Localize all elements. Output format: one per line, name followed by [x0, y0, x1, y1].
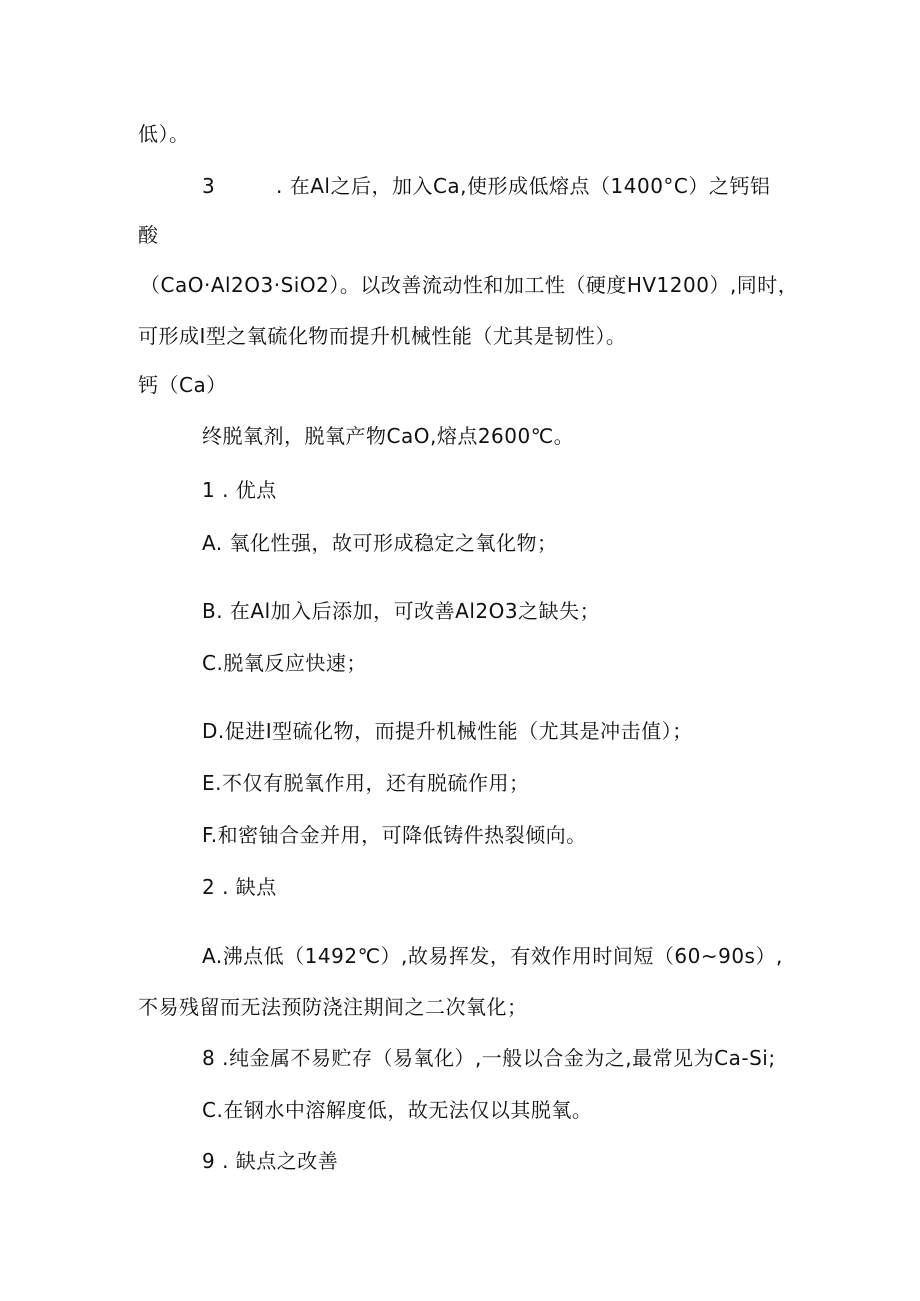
list-item: E.不仅有脱氧作用，还有脱硫作用；: [202, 771, 530, 795]
list-item: 8 .纯金属不易贮存（易氧化）,一般以合金为之,最常见为Ca-Si;: [202, 1046, 776, 1070]
subheading-advantages: 1 . 优点: [202, 478, 277, 502]
list-item: F.和密铀合金并用，可降低铸件热裂倾向。: [202, 823, 587, 847]
list-item: C.在钢水中溶解度低，故无法仅以其脱氧。: [202, 1098, 593, 1122]
text-line: 终脱氧剂，脱氧产物CaO,熔点2600℃。: [202, 424, 575, 448]
text-line: 酸: [138, 223, 159, 247]
subheading-improvements: 9 . 缺点之改善: [202, 1149, 339, 1173]
subheading-disadvantages: 2 . 缺点: [202, 875, 277, 899]
list-item: D.促进I型硫化物，而提升机械性能（尤其是冲击值）；: [202, 719, 693, 743]
text-line: 低）。: [138, 122, 190, 146]
text-line: （CaO·Al2O3·SiO2）。以改善流动性和加工性（硬度HV1200）,同时，: [140, 273, 799, 297]
text-line: . 在Al之后，加入Ca,使形成低熔点（1400°C）之钙铝: [276, 174, 771, 198]
list-item: A. 氧化性强，故可形成稳定之氧化物；: [202, 531, 558, 555]
section-heading: 钙（Ca）: [138, 373, 227, 397]
list-item: C.脱氧反应快速；: [202, 651, 367, 675]
list-item: A.沸点低（1492℃）,故易挥发，有效作用时间短（60~90s）,: [202, 944, 783, 968]
list-item: B. 在Al加入后添加，可改善Al2O3之缺失；: [202, 599, 601, 623]
text-line: 可形成I型之氧硫化物而提升机械性能（尤其是韧性）。: [138, 324, 627, 348]
text-line: 不易残留而无法预防浇注期间之二次氧化；: [138, 995, 528, 1019]
list-number: 3: [202, 174, 216, 198]
